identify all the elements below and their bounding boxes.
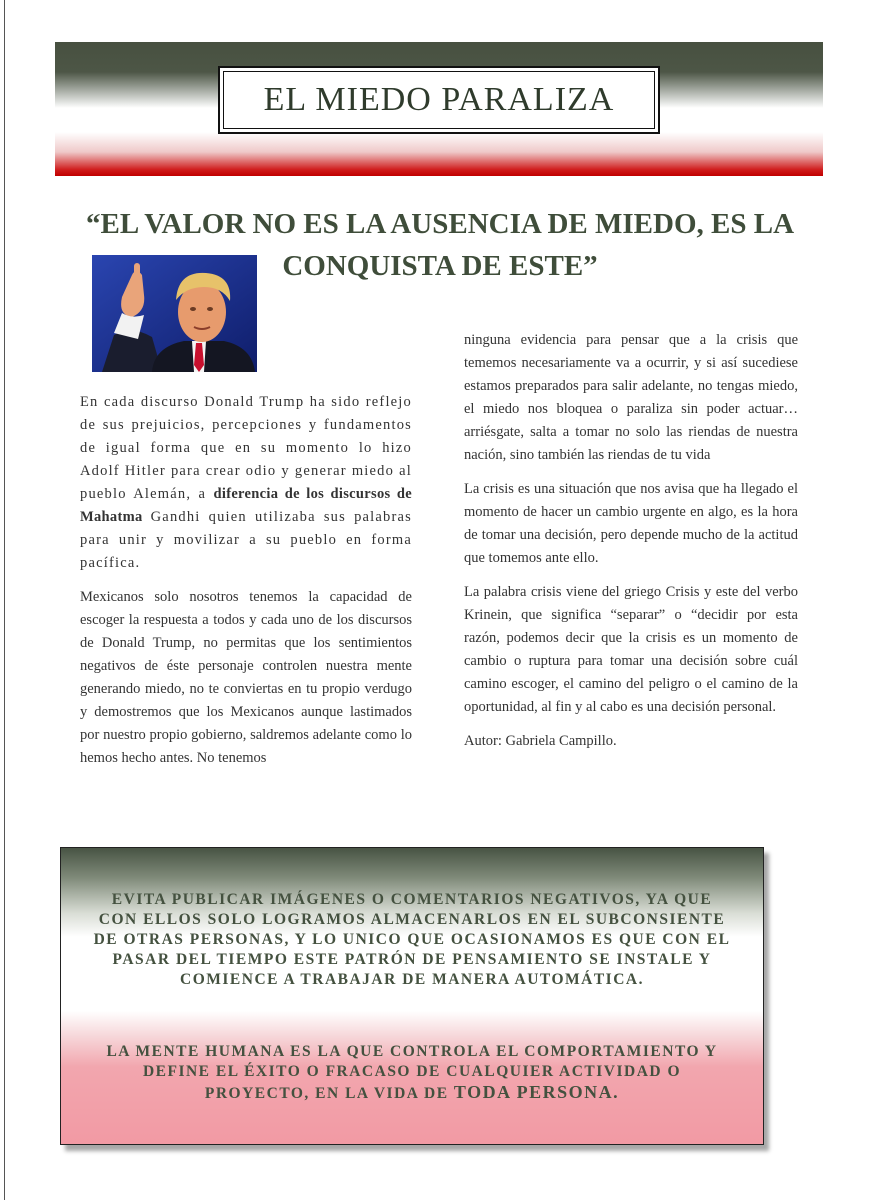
p1-bold-text: diferencia de los discursos de Mahatma <box>80 486 412 525</box>
page-title: EL MIEDO PARALIZA <box>263 81 615 118</box>
speaker-photo <box>92 255 257 372</box>
article-paragraph-3: ninguna evidencia para pensar que a la crisis que tememos necesariamente va a ocurrir, y si así sucediese estamos preparados para salir adelante, no tengas miedo, el miedo nos bloquea o paraliza sin poder actuar…arriésgate, salta a tomar no solo las riendas de nuestra nación, sino también las riendas de tu vida <box>464 332 798 463</box>
article-paragraph-1 <box>80 391 412 575</box>
p1-text-start: En cada discurso Donald Trump ha sido reflejo de sus prejuicios, percepciones y fundamentos de igual forma que en su momento lo hizo Adolf Hitler para crear odio y generar miedo al pueblo Alemán, a <box>80 394 412 502</box>
article-paragraph-4: La crisis es una situación que nos avisa que ha llegado el momento de hacer un cambio urgente en algo, es la hora de tomar una decisión, pero depende mucho de la actitud que tomemos ante ello. <box>464 481 798 566</box>
speaker-photo-illustration <box>92 255 257 372</box>
author-credit: Autor: Gabriela Campillo. <box>464 733 617 749</box>
callout-text-1: EVITA PUBLICAR IMÁGENES O COMENTARIOS NEGATIVOS, YA QUE CON ELLOS SOLO LOGRAMOS ALMACENARLOS EN EL SUBCONSIENTE DE OTRAS PERSONAS, Y LO UNICO QUE OCASIONAMOS ES QUE CON EL PASAR DEL TIEMPO ESTE PATRÓN DE PENSAMIENTO SE INSTALE Y COMIENCE A TRABAJAR DE MANERA AUTOMÁTICA. <box>93 891 731 988</box>
callout-text-2-emphasis: TODA PERSONA. <box>453 1082 620 1102</box>
quote-line-1: “EL VALOR NO ES LA AUSENCIA DE MIEDO, ES LA <box>85 208 795 240</box>
page-edge-line <box>4 0 5 1200</box>
callout-text-2 <box>91 1042 733 1104</box>
callout-text-2-start: LA MENTE HUMANA ES LA QUE CONTROLA EL COMPORTAMIENTO Y DEFINE EL ÉXITO O FRACASO DE CUALQUIER ACTIVIDAD O PROYECTO, EN LA VIDA DE <box>106 1043 718 1102</box>
article-column-left <box>80 391 412 781</box>
p1-text-end: Gandhi quien utilizaba sus palabras para unir y movilizar a su pueblo en forma pacífica. <box>80 509 412 571</box>
title-box <box>218 66 660 134</box>
article-paragraph-2: Mexicanos solo nosotros tenemos la capacidad de escoger la respuesta a todos y cada uno de los discursos de Donald Trump, no permitas que los sentimientos negativos de éste personaje controlen nuestra mente generando miedo, no te conviertas en tu propio verdugo y demostremos que los Mexicanos aunque lastimados por nuestro propio gobierno, saldremos adelante como lo hemos hecho antes. No tenemos <box>80 589 412 766</box>
article-column-right <box>464 329 798 764</box>
callout-box <box>60 847 764 1145</box>
title-box-inner <box>223 71 655 129</box>
article-paragraph-5: La palabra crisis viene del griego Crisis y este del verbo Krinein, que significa “separar” o “decidir por esta razón, podemos decir que la crisis es un momento de cambio o ruptura para tomar una decisión sobre cuál camino escoger, el camino del peligro o el camino de la oportunidad, al fin y al cabo es una decisión personal. <box>464 584 798 715</box>
quote-line-2: CONQUISTA DE ESTE” <box>282 250 598 282</box>
